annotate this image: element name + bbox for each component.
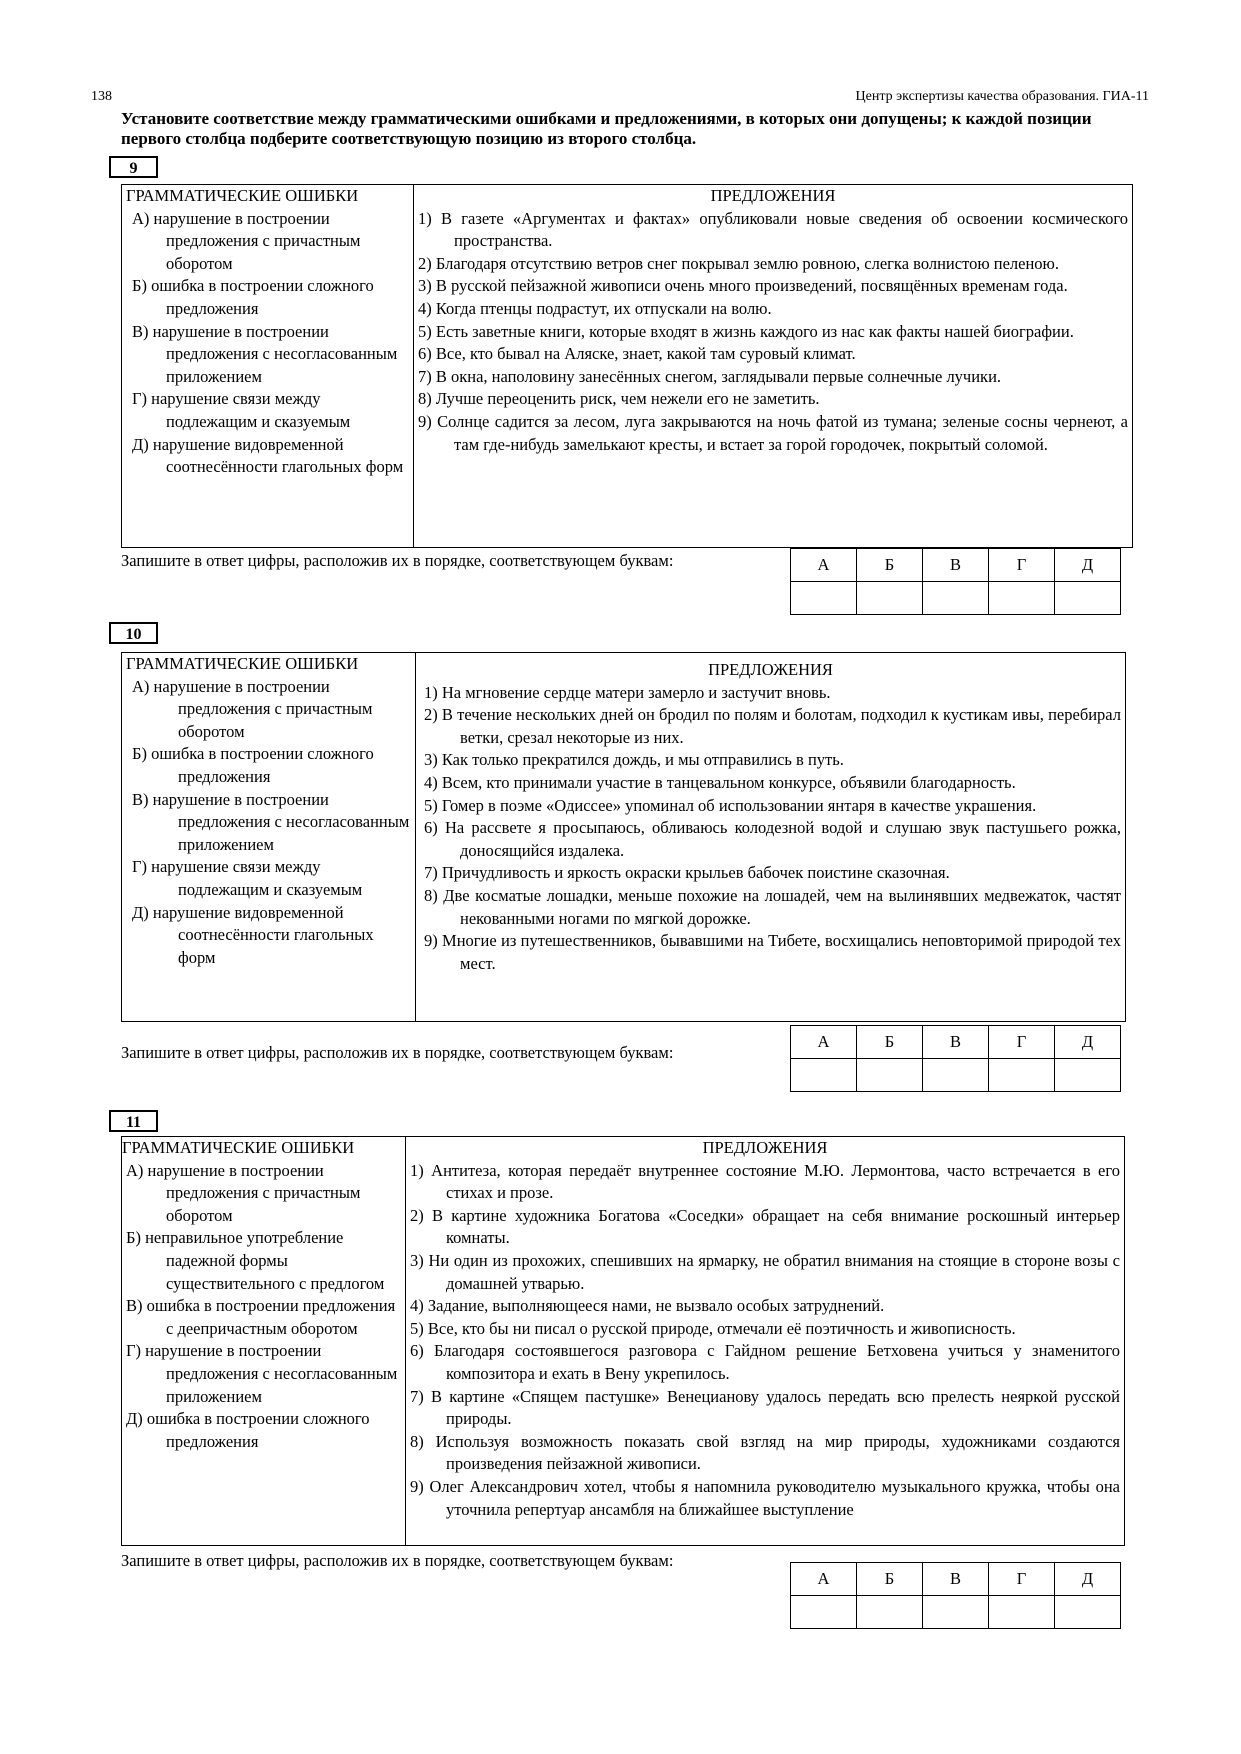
error-item: Г) нарушение связи между подлежащим и сказуемым [132,389,351,431]
error-item: А) нарушение в построении предложения с причастным оборотом [132,208,361,273]
sentence-item: 3) В русской пейзажной живописи очень много произведений, посвящённых временам года. [418,276,1068,296]
answer-cell-d[interactable] [1055,1059,1121,1092]
answer-cell-v[interactable] [923,1596,989,1629]
sentence-item: 8) Используя возможность показать свой взгляд на мир природы, художниками создаются произведения пейзажной живописи. [410,1431,1120,1474]
answer-letter: Г [989,1026,1055,1059]
sentences-column [414,185,1132,547]
answer-cell-d[interactable] [1055,582,1121,615]
sentence-item: 7) В окна, наполовину занесённых снегом, заглядывали первые солнечные лучики. [418,366,1002,386]
sentence-item: 2) В течение нескольких дней он бродил по полям и болотам, подходил к кустикам ивы, перебирал ветки, срезал некоторые из них. [424,705,1121,747]
sentence-item: 9) Солнце садится за лесом, луга закрываются на ночь фатой из тумана; зеленые сосны чернеют, а там где-нибудь замелькают кресты, и встает за горой городочек, покрытый соломой. [418,411,1128,454]
answer-cell-b[interactable] [857,1596,923,1629]
errors-header: ГРАММАТИЧЕСКИЕ ОШИБКИ [126,186,359,205]
sentence-item: 1) В газете «Аргументах и фактах» опубликовали новые сведения об освоении космического пространства. [418,208,1128,251]
task-instruction: Установите соответствие между грамматическими ошибками и предложениями, в которых они допущены; к каждой позиции первого столбца подберите соответствующую позицию из второго столбца. [121,109,1092,148]
sentence-item: 6) На рассвете я просыпаюсь, обливаюсь колодезной водой и слушаю звук пастушьего рожка, доносящийся издалека. [424,818,1121,860]
errors-column [122,653,416,1021]
error-item: В) ошибка в построении предложения с деепричастным оборотом [126,1296,396,1338]
task-number-11: 11 [109,1110,158,1132]
error-item: Г) нарушение связи между подлежащим и сказуемым [132,857,363,899]
answer-cell-b[interactable] [857,1059,923,1092]
answer-letter: Б [857,1026,923,1059]
errors-column [122,1137,406,1545]
error-item: Д) нарушение видовременной соотнесённости глагольных форм [132,902,374,967]
sentence-item: 6) Благодаря состоявшегося разговора с Гайдном решение Бетховена учиться у знаменитого композитора и ехать в Вену укрепилось. [410,1341,1120,1383]
sentence-item: 7) Причудливость и яркость окраски крыльев бабочек поистине сказочная. [424,863,950,883]
answer-letter: Д [1055,549,1121,582]
errors-header: ГРАММАТИЧЕСКИЕ ОШИБКИ [122,1138,355,1157]
sentences-column [406,1137,1124,1545]
answer-letter: А [791,549,857,582]
answer-grid-9 [790,548,1121,615]
answer-letter: Г [989,1563,1055,1596]
error-item: Б) неправильное употребление падежной формы существительного с предлогом [126,1228,385,1293]
errors-header: ГРАММАТИЧЕСКИЕ ОШИБКИ [126,654,359,673]
error-item: А) нарушение в построении предложения с причастным оборотом [126,1160,361,1225]
sentence-item: 8) Две косматые лошадки, меньше похожие на лошадей, чем на вылинявших медвежаток, частят некованными ногами по мягкой дорожке. [424,885,1121,928]
sentence-item: 8) Лучше переоценить риск, чем нежели его не заметить. [418,389,820,409]
answer-letter: В [923,1563,989,1596]
answer-note: Запишите в ответ цифры, расположив их в порядке, соответствующем буквам: [121,1551,674,1570]
sentence-item: 5) Все, кто бы ни писал о русской природе, отмечали её поэтичность и живописность. [410,1318,1016,1338]
task-number-10: 10 [109,622,158,644]
sentences-header: ПРЕДЛОЖЕНИЯ [708,660,833,679]
error-item: Б) ошибка в построении сложного предложения [132,276,374,318]
running-header: Центр экспертизы качества образования. ГИА-11 [855,89,1149,104]
answer-note: Запишите в ответ цифры, расположив их в порядке, соответствующем буквам: [121,1043,674,1062]
answer-letter: Б [857,549,923,582]
sentence-item: 9) Многие из путешественников, бывавшими на Тибете, восхищались неповторимой природой тех мест. [424,931,1121,973]
answer-letter: А [791,1563,857,1596]
error-item: А) нарушение в построении предложения с причастным оборотом [132,676,373,741]
sentence-item: 5) Есть заветные книги, которые входят в жизнь каждого из нас как факты нашей биографии. [418,321,1074,341]
answer-note: Запишите в ответ цифры, расположив их в порядке, соответствующем буквам: [121,551,674,570]
sentence-item: 2) Благодаря отсутствию ветров снег покрывал землю ровною, слегка волнистою пеленою. [418,253,1060,273]
answer-letter: Д [1055,1563,1121,1596]
error-item: В) нарушение в построении предложения с несогласованным приложением [132,321,398,386]
answer-cell-d[interactable] [1055,1596,1121,1629]
answer-letter: Д [1055,1026,1121,1059]
sentence-item: 1) Антитеза, которая передаёт внутреннее состояние М.Ю. Лермонтова, часто встречается в его стихах и прозе. [410,1160,1120,1203]
sentence-item: 4) Когда птенцы подрастут, их отпускали на волю. [418,298,772,318]
error-item: Д) ошибка в построении сложного предложения [126,1409,370,1451]
answer-cell-g[interactable] [989,582,1055,615]
sentences-header: ПРЕДЛОЖЕНИЯ [710,186,836,205]
answer-letter: Б [857,1563,923,1596]
page-number: 138 [91,89,112,104]
sentence-item: 3) Ни один из прохожих, спешивших на ярмарку, не обратил внимания на стоящие в стороне возы с домашней утварью. [410,1250,1120,1293]
answer-cell-g[interactable] [989,1596,1055,1629]
sentences-column [416,653,1125,1021]
answer-cell-v[interactable] [923,582,989,615]
answer-cell-a[interactable] [791,582,857,615]
answer-letter: В [923,549,989,582]
sentence-item: 7) В картине «Спящем пастушке» Венецианову удалось передать всю прелесть неяркой русской природы. [410,1386,1120,1429]
sentence-item: 4) Задание, выполняющееся нами, не вызвало особых затруднений. [410,1296,885,1316]
answer-cell-b[interactable] [857,582,923,615]
sentence-item: 6) Все, кто бывал на Аляске, знает, какой там суровый климат. [418,344,856,364]
sentence-item: 4) Всем, кто принимали участие в танцевальном конкурсе, объявили благодарность. [424,772,1016,792]
answer-grid-10 [790,1025,1121,1092]
answer-cell-v[interactable] [923,1059,989,1092]
sentence-item: 1) На мгновение сердце матери замерло и застучит вновь. [424,682,831,702]
task-table-10 [121,652,1126,1022]
error-item: В) нарушение в построении предложения с несогласованным приложением [132,789,410,854]
task-table-9 [121,184,1133,548]
sentence-item: 9) Олег Александрович хотел, чтобы я напомнила руководителю музыкального кружка, чтобы она уточнила репертуар ансамбля на ближайшее выступление [410,1476,1120,1519]
sentence-item: 5) Гомер в поэме «Одиссее» упоминал об использовании янтаря в качестве украшения. [424,795,1037,815]
answer-cell-g[interactable] [989,1059,1055,1092]
error-item: Г) нарушение в построении предложения с несогласованным приложением [126,1341,398,1406]
errors-column [122,185,414,547]
task-number-9: 9 [109,156,158,178]
sentence-item: 2) В картине художника Богатова «Соседки» обращает на себя внимание роскошный интерьер комнаты. [410,1205,1120,1248]
task-table-11 [121,1136,1125,1546]
sentences-header: ПРЕДЛОЖЕНИЯ [702,1138,828,1157]
error-item: Д) нарушение видовременной соотнесённости глагольных форм [132,434,404,477]
answer-letter: Г [989,549,1055,582]
answer-letter: В [923,1026,989,1059]
answer-cell-a[interactable] [791,1059,857,1092]
answer-grid-11 [790,1562,1121,1629]
answer-cell-a[interactable] [791,1596,857,1629]
error-item: Б) ошибка в построении сложного предложения [132,744,374,786]
sentence-item: 3) Как только прекратился дождь, и мы отправились в путь. [424,750,844,770]
answer-letter: А [791,1026,857,1059]
